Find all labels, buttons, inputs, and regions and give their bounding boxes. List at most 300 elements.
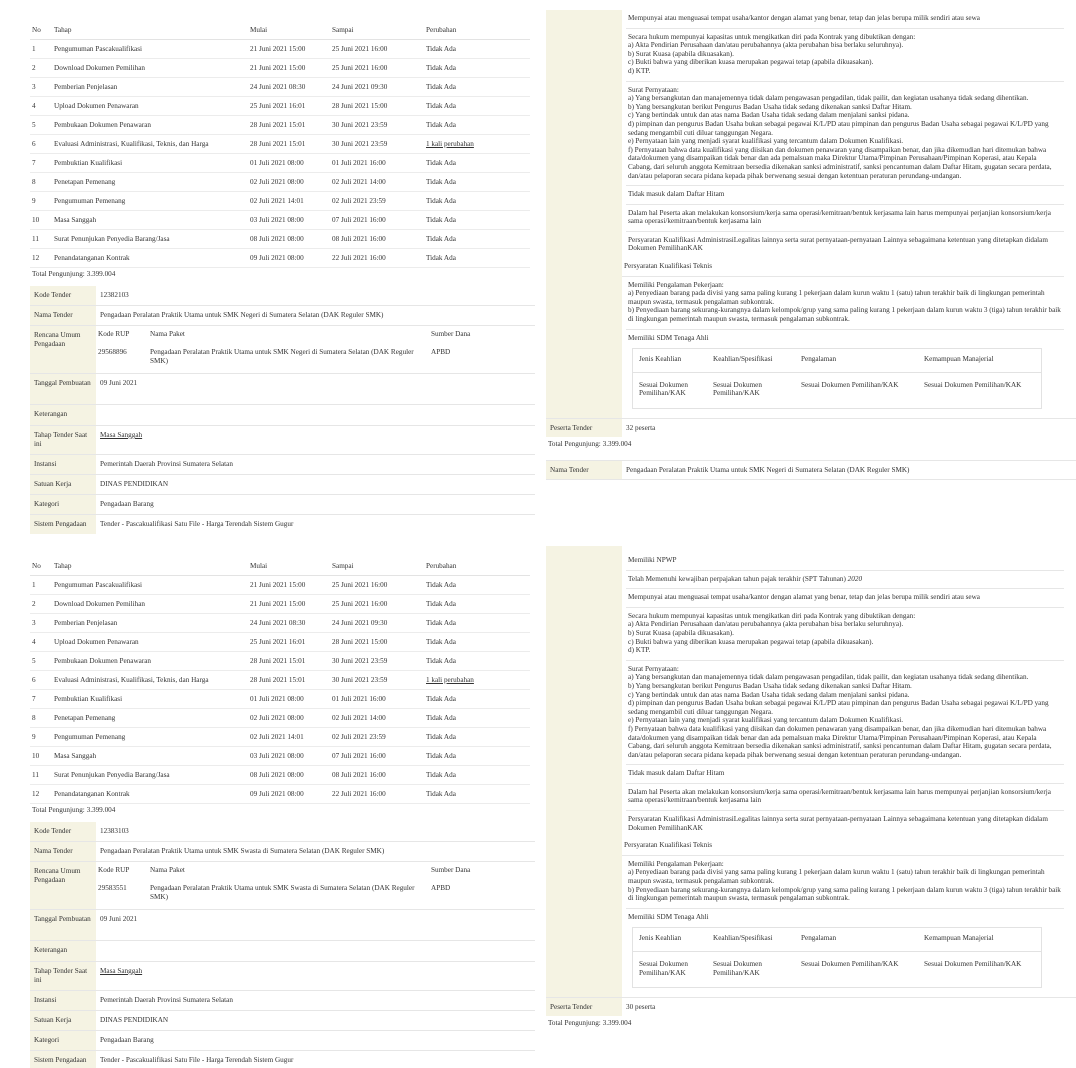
schedule-mulai: 25 Juni 2021 16:01 [248,97,330,116]
sdm-col-pengalaman: Pengalaman [795,349,918,373]
schedule-mulai: 03 Juli 2021 08:00 [248,747,330,766]
schedule-tahap: Upload Dokumen Penawaran [52,97,248,116]
col-mulai: Mulai [248,556,330,576]
col-sampai: Sampai [330,556,424,576]
schedule-tahap: Pemberian Penjelasan [52,614,248,633]
label-instansi: Instansi [30,991,96,1011]
schedule-row [30,135,530,154]
schedule-tahap: Pembuktian Kualifikasi [52,154,248,173]
schedule-mulai: 02 Juli 2021 08:00 [248,709,330,728]
tender-info-table [30,286,535,534]
sdm-row [633,952,1042,988]
schedule-row [30,230,530,249]
schedule-sampai: 24 Juni 2021 09:30 [330,78,424,97]
schedule-mulai: 02 Juli 2021 08:00 [248,173,330,192]
sdm-spesifikasi: Sesuai Dokumen Pemilihan/KAK [713,380,762,398]
col-no: No [30,20,52,40]
schedule-sampai: 25 Juni 2021 16:00 [330,595,424,614]
schedule-sampai: 30 Juni 2021 23:59 [330,135,424,154]
req-sdm [626,330,1064,418]
req-hukum-line: a) Akta Pendirian Perusahaan dan/atau perubahannya (akta perubahan bisa berlaku seluruhnya). [628,41,904,50]
req-hukum-line: b) Surat Kuasa (apabila dikuasakan). [628,628,734,637]
schedule-row [30,59,530,78]
schedule-tahap: Download Dokumen Pemilihan [52,59,248,78]
label-nama-tender: Nama Tender [30,306,96,326]
value-kategori: Pengadaan Barang [96,1031,535,1051]
schedule-no: 3 [30,78,52,97]
req-tempat: Mempunyai atau menguasai tempat usaha/kantor dengan alamat yang benar, tetap dan jelas berupa milik sendiri atau sewa [626,10,1064,29]
req-pengalaman-line: b) Penyediaan barang sekurang-kurangnya dalam kelompok/grup yang sama paling kurang 1 pekerjaan dalam kurun waktu 3 (tiga) tahun terakhir baik di lingkungan pemerintah maupun swasta, termasuk pengalaman subkontrak. [628,306,1061,324]
schedule-sampai: 02 Juli 2021 14:00 [330,173,424,192]
schedule-mulai: 28 Juni 2021 15:01 [248,652,330,671]
row-peserta [546,419,1076,438]
schedule-mulai: 08 Juli 2021 08:00 [248,230,330,249]
row-satker [30,475,535,495]
req-hukum-line: d) KTP. [628,646,651,655]
value-keterangan [96,405,535,426]
schedule-mulai: 09 Juli 2021 08:00 [248,785,330,804]
value-satker: DINAS PENDIDIKAN [96,475,535,495]
schedule-perubahan: Tidak Ada [424,230,530,249]
sdm-col-jenis: Jenis Keahlian [633,928,708,952]
label-kode-tender: Kode Tender [30,286,96,306]
schedule-no: 1 [30,40,52,59]
schedule-header-row [30,556,530,576]
schedule-no: 5 [30,116,52,135]
schedule-mulai: 01 Juli 2021 08:00 [248,690,330,709]
req-pernyataan-line: Surat Pernyataan: [628,664,679,673]
value-tanggal: 09 Juni 2021 [96,374,535,405]
schedule-tahap: Pengumuman Pemenang [52,192,248,211]
schedule-mulai: 25 Juni 2021 16:01 [248,633,330,652]
schedule-sampai: 22 Juli 2021 16:00 [330,249,424,268]
req-pengalaman-line: Memiliki Pengalaman Pekerjaan: [628,280,724,289]
schedule-sampai: 30 Juni 2021 23:59 [330,116,424,135]
row-tahap [30,426,535,455]
value-rup [96,326,535,374]
req-hitam: Tidak masuk dalam Daftar Hitam [626,186,1064,205]
req-hukum-line: Secara hukum mempunyai kapasitas untuk mengikatkan diri pada Kontrak yang dibuktikan dengan: [628,611,916,620]
req-hukum [626,608,1064,661]
schedule-perubahan: Tidak Ada [424,633,530,652]
schedule-mulai: 09 Juli 2021 08:00 [248,249,330,268]
schedule-mulai: 08 Juli 2021 08:00 [248,766,330,785]
requirements-content [622,10,1076,419]
row-keterangan [30,405,535,426]
row-nama-tender [546,461,1076,480]
schedule-sampai: 01 Juli 2021 16:00 [330,154,424,173]
sdm-manajerial: Sesuai Dokumen Pemilihan/KAK [923,380,1022,389]
sdm-col-manajerial: Kemampuan Manajerial [918,928,1042,952]
value-nama-tender: Pengadaan Peralatan Praktik Utama untuk SMK Swasta di Sumatera Selatan (DAK Reguler SMK) [96,842,535,862]
schedule-mulai: 02 Juli 2021 14:01 [248,728,330,747]
schedule-perubahan[interactable]: 1 kali perubahan [424,135,530,154]
req-teknis-title: Persyaratan Kualifikasi Teknis [622,837,1064,856]
rup-sumber: APBD [431,884,451,892]
schedule-mulai: 03 Juli 2021 08:00 [248,211,330,230]
requirements-table [546,546,1076,1016]
sdm-pengalaman: Sesuai Dokumen Pemilihan/KAK [801,380,899,389]
schedule-mulai: 01 Juli 2021 08:00 [248,154,330,173]
schedule-row [30,173,530,192]
schedule-perubahan: Tidak Ada [424,690,530,709]
requirements-label-cell [546,546,622,998]
schedule-mulai: 24 Juni 2021 08:30 [248,614,330,633]
row-kode-tender [30,286,535,306]
schedule-sampai: 02 Juli 2021 23:59 [330,192,424,211]
sdm-spesifikasi: Sesuai Dokumen Pemilihan/KAK [713,960,762,977]
schedule-no: 2 [30,59,52,78]
schedule-sampai: 02 Juli 2021 14:00 [330,709,424,728]
schedule-no: 8 [30,173,52,192]
label-tahap: Tahap Tender Saat ini [30,962,96,991]
schedule-row [30,633,530,652]
schedule-row [30,211,530,230]
value-kode-tender: 12382103 [96,286,535,306]
req-hukum-line: c) Bukti bahwa yang diberikan kuasa merupakan pegawai tetap (apabila dikuasakan). [628,58,874,67]
tender-negeri-requirements-panel [546,10,1076,534]
req-pengalaman [626,277,1064,330]
schedule-tahap: Evaluasi Administrasi, Kualifikasi, Teknis, dan Harga [52,671,248,690]
rup-row [96,345,535,369]
schedule-sampai: 08 Juli 2021 16:00 [330,230,424,249]
row-peserta [546,998,1076,1017]
schedule-perubahan: Tidak Ada [424,59,530,78]
label-tanggal: Tanggal Pembuatan [30,374,96,405]
row-nama-tender [30,842,535,862]
req-hitam: Tidak masuk dalam Daftar Hitam [626,765,1064,784]
req-pernyataan-line: f) Pernyataan bahwa data kualifikasi yang diisikan dan dokumen penawaran yang disampaikan benar, dan jika dikemudian hari ditemukan bahwa data/dokumen yang disampaikan tidak benar dan ada pemalsuan maka Direktur Utama/Pimpinan Perusahaan/Pimpinan Koperasi, atau Kepala Cabang, dari seluruh anggota Kemitraan bersedia dikenakan sanksi administratif, sanksi pencantuman dalam Daftar Hitam, gugatan secara perdata, dan/atau pelaporan secara pidana kepada pihak berwenang sesuai dengan ketentuan peraturan perundang-undangan. [628,145,1052,180]
schedule-perubahan: Tidak Ada [424,766,530,785]
schedule-no: 5 [30,652,52,671]
label-satker: Satuan Kerja [30,1011,96,1031]
schedule-sampai: 08 Juli 2021 16:00 [330,766,424,785]
schedule-tahap: Penetapan Pemenang [52,173,248,192]
schedule-mulai: 21 Juni 2021 15:00 [248,595,330,614]
value-tahap[interactable]: Masa Sanggah [96,962,535,991]
schedule-row [30,249,530,268]
req-pengalaman-line: Memiliki Pengalaman Pekerjaan: [628,859,724,868]
row-rup [30,862,535,910]
rup-sumber: APBD [431,348,451,356]
label-rup: Rencana Umum Pengadaan [30,326,96,374]
req-pajak-tahun: 2020 [847,574,863,583]
schedule-row [30,116,530,135]
req-pengalaman-line: b) Penyediaan barang sekurang-kurangnya dalam kelompok/grup yang sama paling kurang 1 pekerjaan dalam kurun waktu 3 (tiga) tahun terakhir baik di lingkungan pemerintah maupun swasta, termasuk pengalaman subkontrak. [628,885,1061,903]
value-sistem: Tender - Pascakualifikasi Satu File - Harga Terendah Sistem Gugur [96,515,535,535]
schedule-sampai: 25 Juni 2021 16:00 [330,59,424,78]
req-sdm [626,909,1064,997]
value-peserta: 30 peserta [626,1003,656,1012]
req-legalitas: Persyaratan Kualifikasi AdministrasiLegalitas lainnya serta surat pernyataan-pernyataan Lainnya sebagaimana ketentuan yang ditetapkan didalam Dokumen PemilihanKAK [628,235,1048,253]
schedule-perubahan: Tidak Ada [424,652,530,671]
value-kategori: Pengadaan Barang [96,495,535,515]
tender-negeri-schedule-panel [0,0,538,534]
schedule-tahap: Upload Dokumen Penawaran [52,633,248,652]
row-sistem [30,1051,535,1068]
req-pernyataan-line: Surat Pernyataan: [628,85,679,94]
rup-paket: Pengadaan Peralatan Praktik Utama untuk SMK Negeri di Sumatera Selatan (DAK Reguler SMK) [150,348,414,365]
req-pengalaman-line: a) Penyediaan barang pada divisi yang sama paling kurang 1 pekerjaan dalam kurun waktu 1 (satu) tahun terakhir baik di lingkungan pemerintah maupun swasta, termasuk pengalaman subkontrak. [628,289,1045,306]
schedule-perubahan[interactable]: 1 kali perubahan [424,671,530,690]
schedule-sampai: 30 Juni 2021 23:59 [330,652,424,671]
schedule-no: 10 [30,211,52,230]
schedule-mulai: 28 Juni 2021 15:01 [248,135,330,154]
schedule-perubahan: Tidak Ada [424,154,530,173]
rup-col-paket: Nama Paket [150,330,185,338]
schedule-no: 12 [30,785,52,804]
schedule-body [30,40,530,268]
schedule-sampai: 07 Juli 2021 16:00 [330,211,424,230]
schedule-no: 6 [30,135,52,154]
value-rup [96,862,535,910]
visitor-total: Total Pengunjung: 3.399.004 [32,270,116,278]
req-hukum-line: a) Akta Pendirian Perusahaan dan/atau perubahannya (akta perubahan bisa berlaku seluruhnya). [628,620,904,629]
schedule-no: 8 [30,709,52,728]
col-mulai: Mulai [248,20,330,40]
schedule-no: 7 [30,690,52,709]
sdm-col-manajerial: Kemampuan Manajerial [918,349,1042,373]
rup-kode: 29583551 [98,884,127,892]
schedule-perubahan: Tidak Ada [424,249,530,268]
rup-table [96,326,535,369]
req-pernyataan-line: a) Yang bersangkutan dan manajemennya tidak dalam pengawasan pengadilan, tidak pailit, dan kegiatan usahanya tidak sedang dihentikan. [628,94,1029,103]
req-pajak-text: Telah Memenuhi kewajiban perpajakan tahun pajak terakhir (SPT Tahunan) [628,574,846,583]
req-pernyataan-line: d) pimpinan dan pengurus Badan Usaha bukan sebagai pegawai K/L/PD atau pimpinan dan pengurus Badan Usaha sebagai pegawai K/L/PD yang sedang mengambil cuti diluar tanggungan Negara. [628,119,1049,137]
label-rup: Rencana Umum Pengadaan [30,862,96,910]
schedule-no: 9 [30,728,52,747]
schedule-row [30,671,530,690]
schedule-no: 10 [30,747,52,766]
row-kode-tender [30,822,535,842]
label-kategori: Kategori [30,1031,96,1051]
col-perubahan: Perubahan [424,556,530,576]
req-pengalaman-line: a) Penyediaan barang pada divisi yang sama paling kurang 1 pekerjaan dalam kurun waktu 1 (satu) tahun terakhir baik di lingkungan pemerintah maupun swasta, termasuk pengalaman subkontrak. [628,868,1045,886]
req-pernyataan-line: c) Yang bertindak untuk dan atas nama Badan Usaha tidak sedang dalam menjalani sanksi pidana. [628,690,910,699]
rup-paket: Pengadaan Peralatan Praktik Utama untuk SMK Swasta di Sumatera Selatan (DAK Reguler SMK) [150,884,415,901]
sdm-row [633,372,1042,408]
schedule-no: 2 [30,595,52,614]
visitor-total: Total Pengunjung: 3.399.004 [32,806,116,814]
schedule-mulai: 28 Juni 2021 15:01 [248,116,330,135]
schedule-tahap: Surat Penunjukan Penyedia Barang/Jasa [52,230,248,249]
schedule-mulai: 24 Juni 2021 08:30 [248,78,330,97]
col-tahap: Tahap [52,20,248,40]
sdm-col-spesifikasi: Keahlian/Spesifikasi [707,928,795,952]
schedule-table [30,556,530,804]
schedule-row [30,785,530,804]
req-pernyataan-line: d) pimpinan dan pengurus Badan Usaha bukan sebagai pegawai K/L/PD atau pimpinan dan pengurus Badan Usaha sebagai pegawai K/L/PD yang sedang mengambil cuti diluar tanggungan Negara. [628,699,1049,716]
schedule-table [30,20,530,268]
schedule-sampai: 22 Juli 2021 16:00 [330,785,424,804]
value-tahap[interactable]: Masa Sanggah [96,426,535,455]
schedule-tahap: Pembukaan Dokumen Penawaran [52,116,248,135]
req-hukum-line: b) Surat Kuasa (apabila dikuasakan). [628,49,734,58]
row-instansi [30,455,535,475]
label-nama-tender: Nama Tender [546,461,622,480]
sdm-table [632,927,1042,988]
sdm-jenis: Sesuai Dokumen Pemilihan/KAK [639,380,688,398]
schedule-no: 11 [30,230,52,249]
schedule-perubahan: Tidak Ada [424,116,530,135]
schedule-row [30,576,530,595]
schedule-no: 7 [30,154,52,173]
schedule-row [30,766,530,785]
req-pernyataan-line: b) Yang bersangkutan berikut Pengurus Badan Usaha tidak sedang dikenakan sanksi Daftar Hitam. [628,681,912,690]
value-satker: DINAS PENDIDIKAN [96,1011,535,1031]
schedule-header-row [30,20,530,40]
schedule-sampai: 25 Juni 2021 16:00 [330,40,424,59]
req-npwp: Memiliki NPWP [626,546,1064,571]
schedule-row [30,652,530,671]
req-sdm-title: Memiliki SDM Tenaga Ahli [628,333,709,342]
label-peserta: Peserta Tender [546,419,622,438]
req-pajak [626,571,1064,590]
req-sdm-title: Memiliki SDM Tenaga Ahli [628,912,709,921]
schedule-tahap: Pemberian Penjelasan [52,78,248,97]
req-pengalaman [626,856,1064,909]
tender-swasta-schedule-panel [0,550,538,1068]
requirements-table [546,10,1076,437]
value-instansi: Pemerintah Daerah Provinsi Sumatera Selatan [96,455,535,475]
schedule-perubahan: Tidak Ada [424,97,530,116]
visitor-total: Total Pengunjung: 3.399.004 [548,1019,632,1028]
value-instansi: Pemerintah Daerah Provinsi Sumatera Selatan [96,991,535,1011]
value-sistem: Tender - Pascakualifikasi Satu File - Harga Terendah Sistem Gugur [96,1051,535,1068]
rup-table [96,862,535,905]
schedule-sampai: 24 Juni 2021 09:30 [330,614,424,633]
row-satker [30,1011,535,1031]
row-tanggal [30,910,535,941]
row-tanggal [30,374,535,405]
schedule-row [30,747,530,766]
req-hukum-line: d) KTP. [628,66,651,75]
schedule-tahap: Masa Sanggah [52,747,248,766]
label-instansi: Instansi [30,455,96,475]
tender-info-table [30,822,535,1068]
rup-kode: 29568896 [98,348,127,356]
schedule-sampai: 01 Juli 2021 16:00 [330,690,424,709]
value-keterangan [96,941,535,962]
col-perubahan: Perubahan [424,20,530,40]
label-kode-tender: Kode Tender [30,822,96,842]
sdm-col-spesifikasi: Keahlian/Spesifikasi [707,349,795,373]
row-kategori [30,495,535,515]
schedule-perubahan: Tidak Ada [424,211,530,230]
schedule-perubahan: Tidak Ada [424,728,530,747]
schedule-sampai: 28 Juni 2021 15:00 [330,633,424,652]
schedule-perubahan: Tidak Ada [424,785,530,804]
row-kategori [30,1031,535,1051]
row-sistem [30,515,535,535]
schedule-mulai: 21 Juni 2021 15:00 [248,59,330,78]
label-satker: Satuan Kerja [30,475,96,495]
col-no: No [30,556,52,576]
schedule-tahap: Masa Sanggah [52,211,248,230]
rup-col-kode: Kode RUP [98,330,130,338]
tender-swasta-requirements-panel [546,546,1076,1068]
schedule-tahap: Evaluasi Administrasi, Kualifikasi, Teknis, dan Harga [52,135,248,154]
schedule-sampai: 07 Juli 2021 16:00 [330,747,424,766]
schedule-no: 11 [30,766,52,785]
value-kode-tender: 12383103 [96,822,535,842]
schedule-row [30,690,530,709]
rup-col-sumber: Sumber Dana [431,330,471,338]
label-keterangan: Keterangan [30,405,96,426]
req-konsorsium: Dalam hal Peserta akan melakukan konsorsium/kerja sama operasi/kemitraan/bentuk kerjasama lain harus mempunyai perjanjian konsorsium/kerja sama operasi/kemitraan/bentuk kerjasama lain [626,784,1064,811]
schedule-mulai: 21 Juni 2021 15:00 [248,40,330,59]
schedule-no: 3 [30,614,52,633]
req-pernyataan-line: e) Pernyataan lain yang menjadi syarat kualifikasi yang tercantum dalam Dokumen Kualifikasi. [628,716,904,725]
label-peserta: Peserta Tender [546,998,622,1017]
rup-col-kode: Kode RUP [98,866,130,874]
sdm-jenis: Sesuai Dokumen Pemilihan/KAK [639,960,688,977]
label-sistem: Sistem Pengadaan [30,515,96,535]
row-instansi [30,991,535,1011]
value-tanggal: 09 Juni 2021 [96,910,535,941]
schedule-perubahan: Tidak Ada [424,192,530,211]
schedule-tahap: Penetapan Pemenang [52,709,248,728]
schedule-no: 4 [30,97,52,116]
row-nama-tender [30,306,535,326]
sdm-manajerial: Sesuai Dokumen Pemilihan/KAK [923,960,1022,968]
nama-tender-table [546,460,1076,480]
sdm-col-jenis: Jenis Keahlian [633,349,708,373]
row-rup [30,326,535,374]
rup-col-sumber: Sumber Dana [431,866,471,874]
rup-row [96,881,535,905]
col-sampai: Sampai [330,20,424,40]
label-kategori: Kategori [30,495,96,515]
label-keterangan: Keterangan [30,941,96,962]
schedule-tahap: Penandatanganan Kontrak [52,785,248,804]
schedule-sampai: 25 Juni 2021 16:00 [330,576,424,595]
schedule-sampai: 28 Juni 2021 15:00 [330,97,424,116]
schedule-tahap: Download Dokumen Pemilihan [52,595,248,614]
schedule-no: 6 [30,671,52,690]
label-sistem: Sistem Pengadaan [30,1051,96,1068]
schedule-no: 1 [30,576,52,595]
schedule-body [30,576,530,804]
req-pernyataan [626,661,1064,766]
req-tempat: Mempunyai atau menguasai tempat usaha/kantor dengan alamat yang benar, tetap dan jelas berupa milik sendiri atau sewa [626,589,1064,608]
sdm-pengalaman: Sesuai Dokumen Pemilihan/KAK [801,960,899,968]
schedule-row [30,154,530,173]
label-tanggal: Tanggal Pembuatan [30,910,96,941]
requirements-content [622,546,1076,998]
schedule-row [30,40,530,59]
schedule-mulai: 02 Juli 2021 14:01 [248,192,330,211]
schedule-tahap: Penandatanganan Kontrak [52,249,248,268]
col-tahap: Tahap [52,556,248,576]
value-peserta: 32 peserta [626,424,656,432]
schedule-mulai: 28 Juni 2021 15:01 [248,671,330,690]
value-nama-tender: Pengadaan Peralatan Praktik Utama untuk SMK Negeri di Sumatera Selatan (DAK Reguler SMK) [96,306,535,326]
row-tahap [30,962,535,991]
req-teknis-title: Persyaratan Kualifikasi Teknis [622,258,1064,277]
schedule-row [30,192,530,211]
req-legalitas: Persyaratan Kualifikasi AdministrasiLegalitas lainnya serta surat pernyataan-pernyataan Lainnya sebagaimana ketentuan yang ditetapkan didalam Dokumen PemilihanKAK [628,815,1048,832]
req-pernyataan [626,82,1064,187]
schedule-tahap: Pembukaan Dokumen Penawaran [52,652,248,671]
req-pernyataan-line: f) Pernyataan bahwa data kualifikasi yang diisikan dan dokumen penawaran yang disampaikan benar, dan jika dikemudian hari ditemukan bahwa data/dokumen yang disampaikan tidak benar dan ada pemalsuan maka Direktur Utama/Pimpinan Perusahaan/Pimpinan Koperasi, atau Kepala Cabang, dari seluruh anggota Kemitraan bersedia dikenakan sanksi administratif, sanksi pencantuman dalam Daftar Hitam, gugatan secara perdata, dan/atau pelaporan secara pidana kepada pihak berwenang sesuai dengan ketentuan peraturan perundang-undangan. [628,724,1052,759]
schedule-tahap: Surat Penunjukan Penyedia Barang/Jasa [52,766,248,785]
schedule-no: 4 [30,633,52,652]
req-pernyataan-line: a) Yang bersangkutan dan manajemennya tidak dalam pengawasan pengadilan, tidak pailit, dan kegiatan usahanya tidak sedang dihentikan. [628,673,1029,682]
schedule-row [30,709,530,728]
req-pernyataan-line: e) Pernyataan lain yang menjadi syarat kualifikasi yang tercantum dalam Dokumen Kualifikasi. [628,137,904,146]
sdm-col-pengalaman: Pengalaman [795,928,918,952]
